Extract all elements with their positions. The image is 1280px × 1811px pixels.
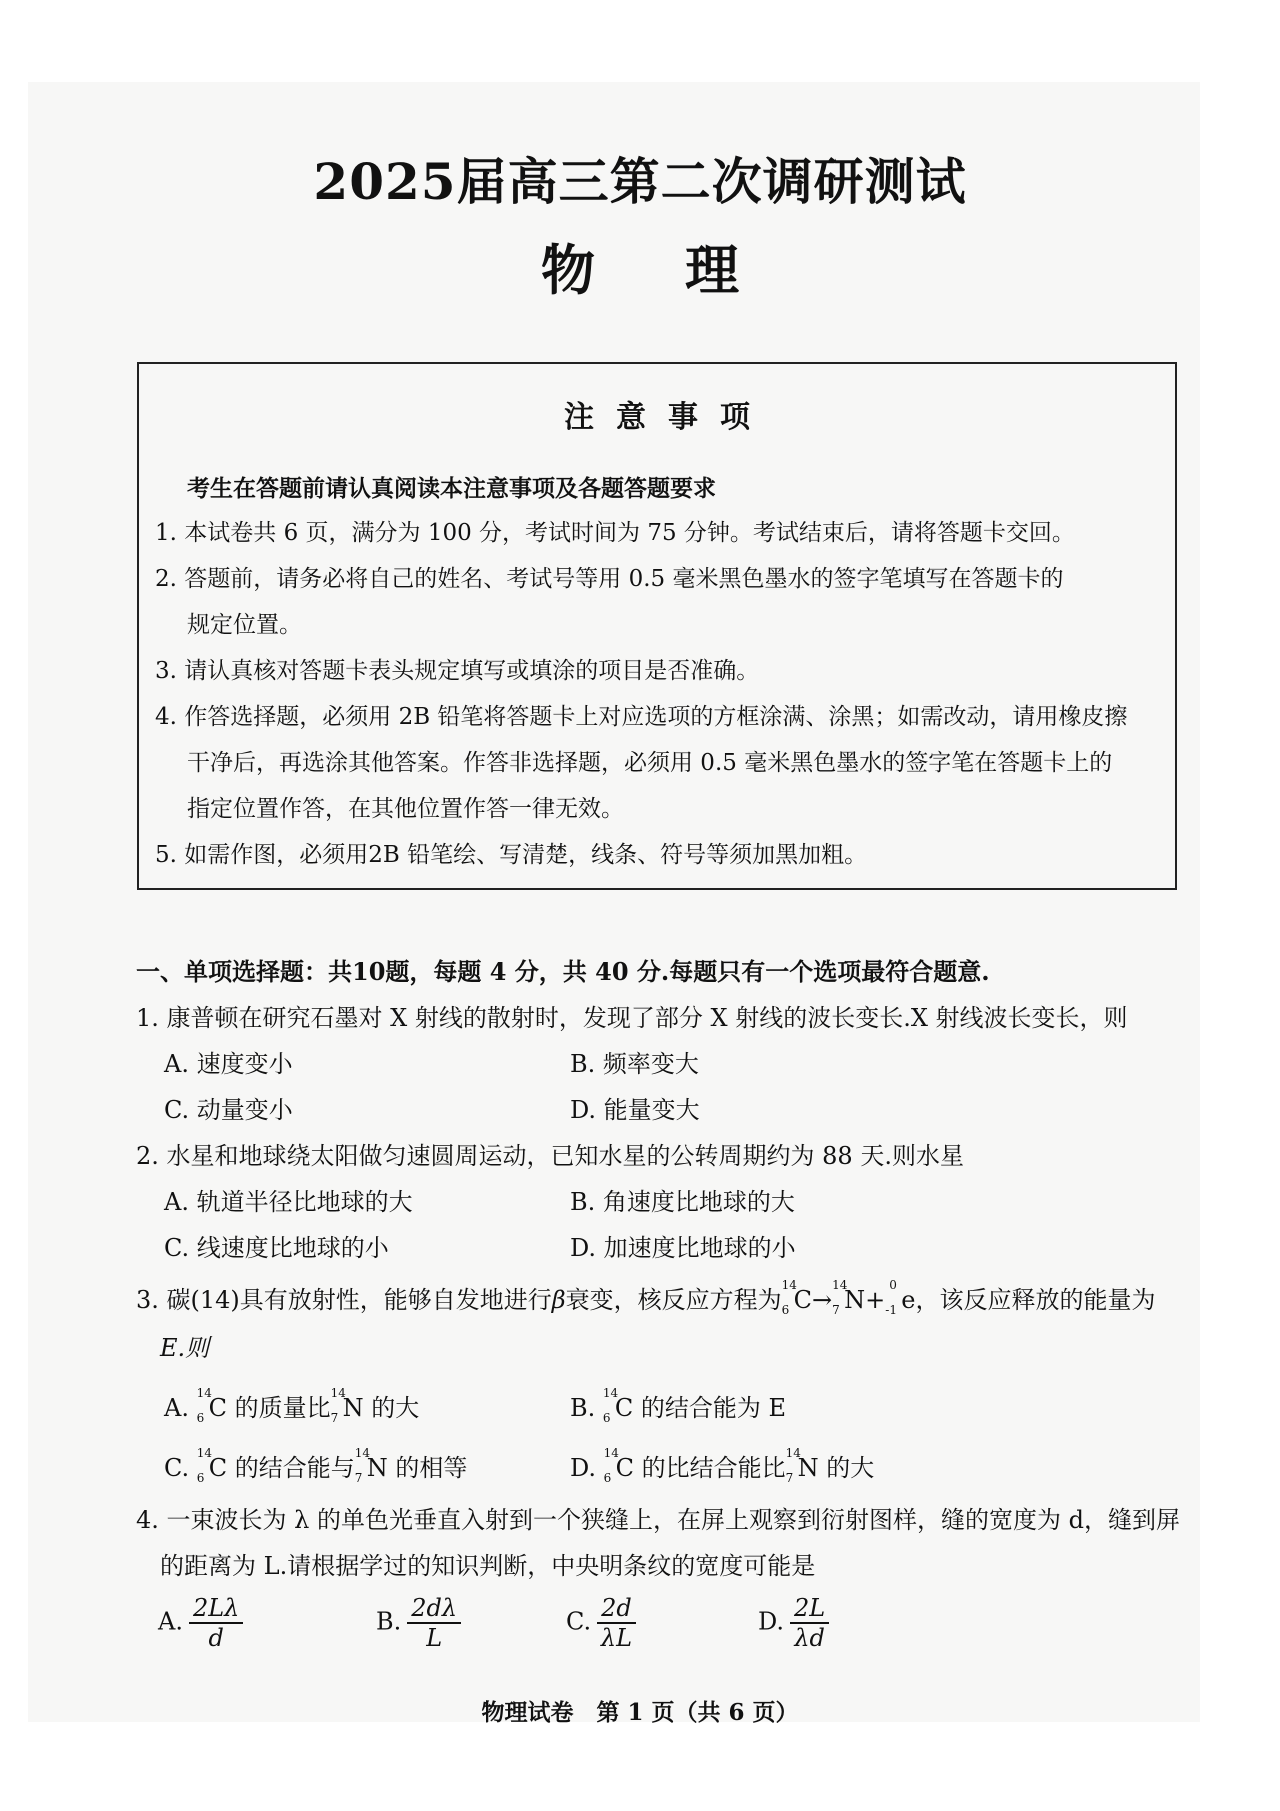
notice-item: 1. 本试卷共 6 页，满分为 100 分，考试时间为 75 分钟。考试结束后，请将答题卡交回。 (155, 520, 1075, 546)
q4-option-c: C. $\frac{2d}{\lambda L}$ (566, 1594, 636, 1652)
q3-option-c: C. 14 6 C 的结合能与 14 7 N 的相等 (164, 1446, 468, 1485)
exam-title: 2025届高三第二次调研测试 (313, 152, 967, 211)
q2-option-b: B. 角速度比地球的大 (570, 1188, 795, 1216)
notice-item-cont: 干净后，再选涂其他答案。作答非选择题，必须用 0.5 毫米黑色墨水的签字笔在答题卡上的 (187, 750, 1113, 776)
page-footer: 物理试卷 第 1 页（共 6 页） (481, 1699, 799, 1726)
q3-option-d: D. 14 6 C 的比结合能比 14 7 N 的大 (570, 1446, 875, 1485)
notice-item: 5. 如需作图，必须用2B 铅笔绘、写清楚，线条、符号等须加黑加粗。 (155, 842, 868, 868)
q1-option-d: D. 能量变大 (570, 1096, 700, 1124)
q1-option-b: B. 频率变大 (570, 1050, 699, 1078)
question-2-stem: 2. 水星和地球绕太阳做匀速圆周运动，已知水星的公转周期约为 88 天.则水星 (136, 1142, 964, 1170)
section-heading: 一、单项选择题：共10题，每题 4 分，共 40 分.每题只有一个选项最符合题意. (136, 957, 990, 986)
notice-item: 2. 答题前，请务必将自己的姓名、考试号等用 0.5 毫米黑色墨水的签字笔填写在答题卡的 (155, 566, 1064, 592)
q2-option-a: A. 轨道半径比地球的大 (164, 1188, 413, 1216)
q1-option-c: C. 动量变小 (164, 1096, 293, 1124)
q3-option-b: B. 14 6 C 的结合能为 E (570, 1386, 787, 1425)
notice-item-cont: 规定位置。 (187, 612, 302, 638)
q4-option-a: A. $\frac{2L\lambda}{d}$ (158, 1594, 243, 1652)
question-4-stem: 4. 一束波长为 λ 的单色光垂直入射到一个狭缝上，在屏上观察到衍射图样，缝的宽度为 d，缝到屏 (136, 1506, 1180, 1534)
q4-option-b: B. $\frac{2d\lambda}{L}$ (376, 1594, 461, 1652)
question-3-stem-cont: E.则 (160, 1334, 210, 1362)
q1-option-a: A. 速度变小 (164, 1050, 293, 1078)
notice-item: 3. 请认真核对答题卡表头规定填写或填涂的项目是否准确。 (155, 658, 760, 684)
nuclide-n14: 14 7 (832, 1278, 848, 1317)
q2-option-c: C. 线速度比地球的小 (164, 1234, 389, 1262)
question-4-stem-cont: 的距离为 L.请根据学过的知识判断，中央明条纹的宽度可能是 (160, 1552, 816, 1580)
q3-option-a: A. 14 6 C 的质量比 14 7 N 的大 (164, 1386, 420, 1425)
notice-box (137, 362, 1177, 890)
notice-item-cont: 指定位置作答，在其他位置作答一律无效。 (187, 796, 624, 822)
beta-symbol: β (551, 1286, 566, 1314)
notice-title: 注意事项 (564, 400, 772, 435)
subject-title: 物理 (541, 238, 829, 302)
notice-item: 4. 作答选择题，必须用 2B 铅笔将答题卡上对应选项的方框涂满、涂黑；如需改动，请用橡皮擦 (155, 704, 1128, 730)
notice-lead: 考生在答题前请认真阅读本注意事项及各题答题要求 (187, 475, 716, 502)
question-3-stem: 3. 碳(14)具有放射性，能够自发地进行β衰变，核反应方程为 14 6 C→ 14 7 N+ 0 -1 e，该反应释放的能量为 (136, 1278, 1156, 1317)
nuclide-electron: 0 -1 (885, 1278, 897, 1317)
nuclide-c14: 14 6 (781, 1278, 797, 1317)
q2-option-d: D. 加速度比地球的小 (570, 1234, 796, 1262)
q4-option-d: D. $\frac{2L}{\lambda d}$ (758, 1594, 829, 1652)
question-1-stem: 1. 康普顿在研究石墨对 X 射线的散射时，发现了部分 X 射线的波长变长.X 射线波长变长，则 (136, 1004, 1128, 1032)
